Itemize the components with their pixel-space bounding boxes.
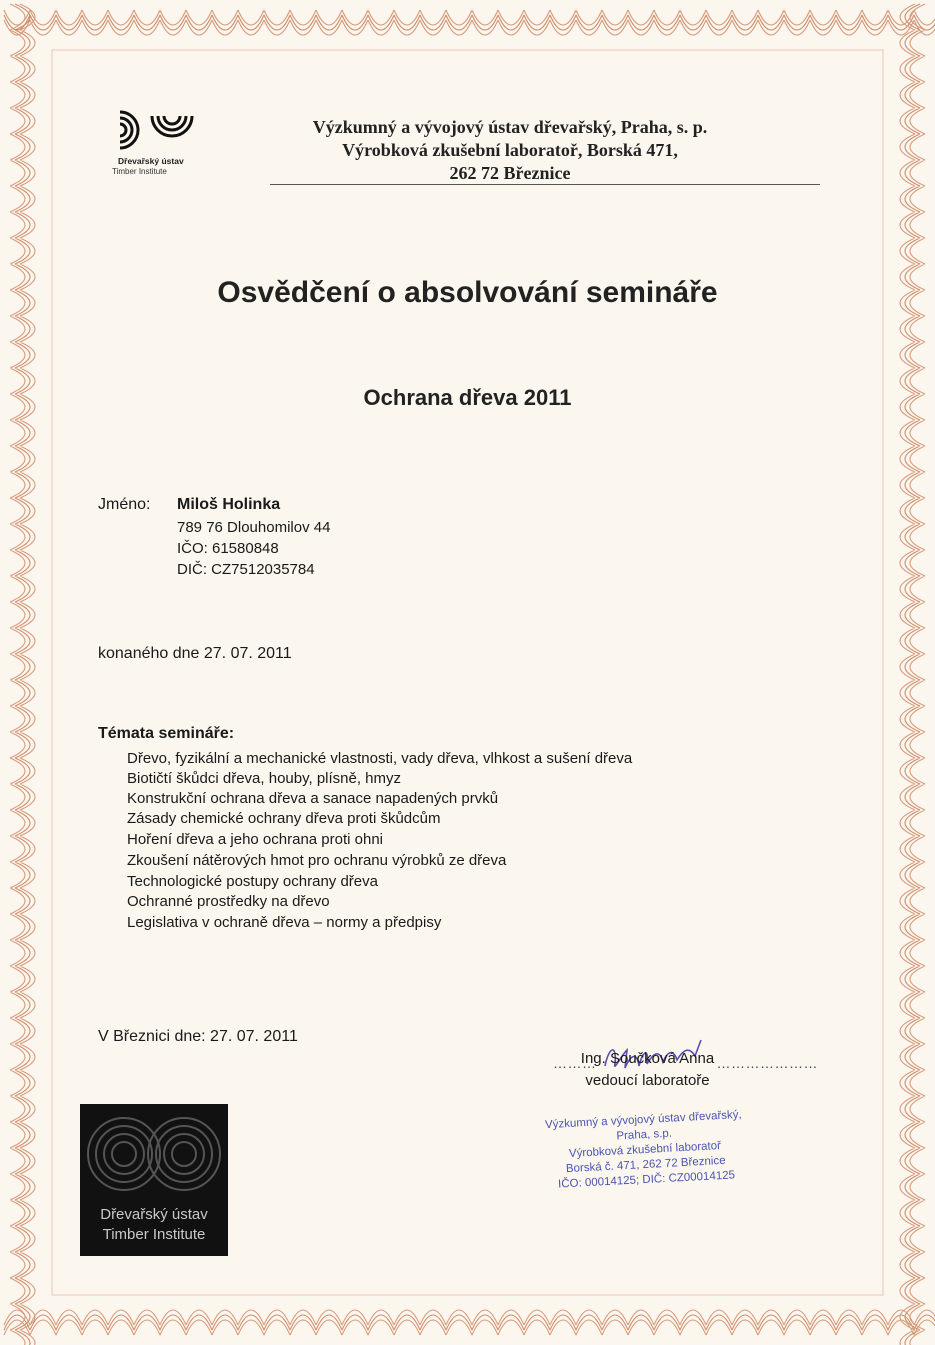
header-line-3: 262 72 Březnice — [449, 163, 571, 183]
topic-item: Zkoušení nátěrových hmot pro ochranu výrobků ze dřeva — [127, 852, 507, 869]
emblem-subtitle: Timber Institute — [102, 1226, 206, 1243]
topic-item: Ochranné prostředky na dřevo — [127, 893, 330, 910]
topic-item: Legislativa v ochraně dřeva – normy a předpisy — [127, 914, 442, 931]
institute-logo — [112, 108, 202, 180]
topic-item: Technologické postupy ochrany dřeva — [127, 873, 378, 890]
emblem-name: Dřevařský ústav — [100, 1206, 208, 1223]
place-and-date: V Březnici dne: 27. 07. 2011 — [98, 1028, 298, 1045]
stamp-line-2: Praha, s.p. — [616, 1127, 673, 1143]
topic-item: Dřevo, fyzikální a mechanické vlastnosti, vady dřeva, vlhkost a sušení dřeva — [127, 750, 633, 767]
topic-item: Biotičtí škůdci dřeva, houby, plísně, hmyz — [127, 770, 402, 787]
header-divider — [270, 184, 820, 185]
institute-header — [270, 116, 750, 185]
participant-name: Miloš Holinka — [177, 496, 281, 513]
official-stamp — [538, 1108, 752, 1194]
header-line-1: Výzkumný a vývojový ústav dřevařský, Praha, s. p. — [312, 117, 708, 137]
topic-item: Konstrukční ochrana dřeva a sanace napadených prvků — [127, 790, 499, 807]
signatory-name: Ing. Součková Anna — [580, 1050, 715, 1067]
participant-dic: DIČ: CZ7512035784 — [177, 561, 315, 578]
logo-name: Dřevařský ústav — [118, 156, 184, 166]
hologram-rings-icon — [80, 1104, 228, 1204]
participant-ico: IČO: 61580848 — [177, 540, 279, 557]
signature-dots-after: ………………… — [716, 1055, 818, 1071]
signatory-role: vedoucí laboratoře — [585, 1072, 710, 1089]
seminar-date: konaného dne 27. 07. 2011 — [98, 645, 292, 662]
name-label: Jméno: — [98, 496, 151, 513]
institute-logo-icon — [112, 108, 202, 156]
seminar-name: Ochrana dřeva 2011 — [363, 385, 572, 410]
topic-item: Hoření dřeva a jeho ochrana proti ohni — [127, 831, 383, 848]
hologram-emblem — [80, 1104, 228, 1256]
header-line-2: Výrobková zkušební laboratoř, Borská 471, — [342, 140, 678, 160]
topic-item: Zásady chemické ochrany dřeva proti škůdcům — [127, 810, 441, 827]
topics-heading: Témata semináře: — [98, 725, 235, 742]
stamp-line-3: Výrobková zkušební laboratoř — [568, 1140, 722, 1160]
signature-dots-before: ……… — [553, 1055, 597, 1071]
stamp-line-4: Borská č. 471, 262 72 Březnice — [565, 1154, 726, 1176]
participant-address: 789 76 Dlouhomilov 44 — [177, 519, 331, 536]
certificate-title: Osvědčení o absolvování semináře — [217, 276, 718, 309]
stamp-line-5: IČO: 00014125; DIČ: CZ00014125 — [557, 1169, 736, 1191]
logo-subtitle: Timber Institute — [112, 167, 167, 176]
stamp-line-1: Výzkumný a vývojový ústav dřevařský, — [544, 1108, 743, 1132]
